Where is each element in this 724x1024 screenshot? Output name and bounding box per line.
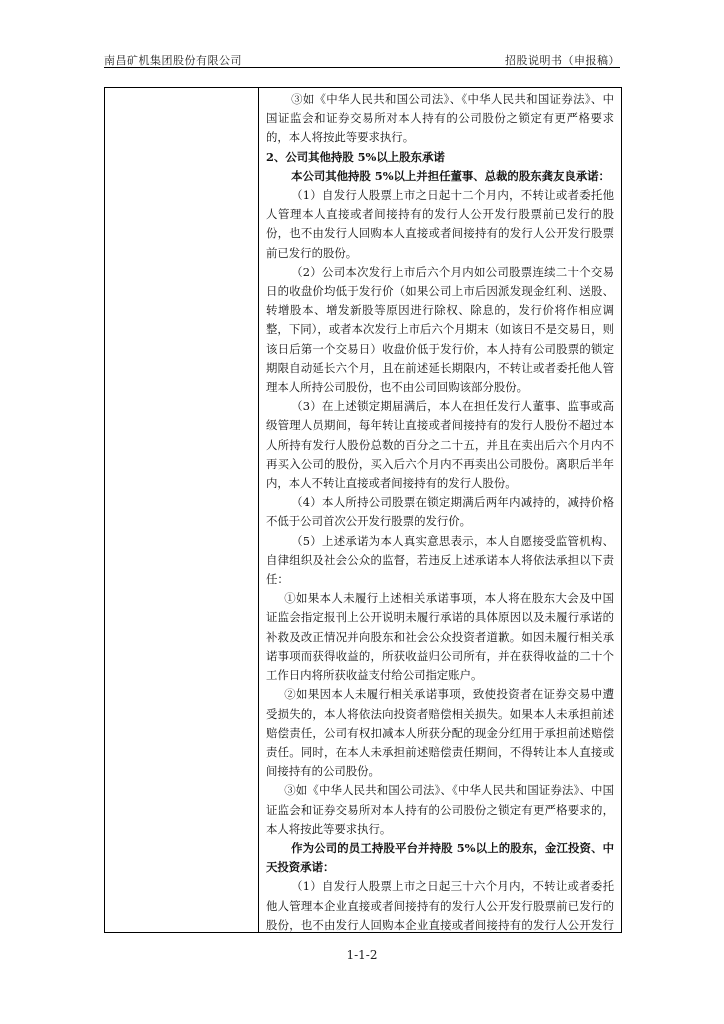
commitment-heading: 作为公司的员工持股平台并持股 5%以上的股东，金江投资、中天投资承诺： [266, 840, 614, 875]
page-header [104, 52, 620, 68]
table-left-column [105, 88, 259, 932]
paragraph: ②如果因本人未履行相关承诺事项，致使投资者在证券交易中遭受损失的，本人将依法向投资者赔偿相关损失。如果本人未承担前述赔偿责任，公司有权扣减本人所获分配的现金分红用于承担前述赔偿责任。同时，在本人未承担前述赔偿责任期间，不得转让本人直接或间接持有的公司股份。 [266, 687, 614, 779]
paragraph: （1）自发行人股票上市之日起十二个月内，不转让或者委托他人管理本人直接或者间接持有的发行人公开发行股票前已发行的股份，也不由发行人回购本人直接或者间接持有的发行人公开发行股票前已发行的股份。 [266, 188, 614, 260]
table-right-column [259, 88, 621, 932]
page-number: 1-1-2 [346, 948, 378, 962]
paragraph: （3）在上述锁定期届满后，本人在担任发行人董事、监事或高级管理人员期间，每年转让直接或者间接持有的发行人股份不超过本人所持有发行人股份总数的百分之二十五，并且在卖出后六个月内不再买入公司的股份，买入后六个月内不再卖出公司股份。离职后半年内，本人不转让直接或者间接持有的发行人股份。 [266, 399, 614, 491]
paragraph: （4）本人所持公司股票在锁定期满后两年内减持的，减持价格不低于公司首次公开发行股票的发行价。 [266, 495, 614, 529]
paragraph: （5）上述承诺为本人真实意思表示，本人自愿接受监管机构、自律组织及社会公众的监督，若违反上述承诺本人将依法承担以下责任： [266, 533, 614, 587]
paragraph: （2）公司本次发行上市后六个月内如公司股票连续二十个交易日的收盘价均低于发行价（如果公司上市后因派发现金红利、送股、转增股本、增发新股等原因进行除权、除息的，发行价将作相应调整，下同），或者本次发行上市后六个月期末（如该日不是交易日，则该日后第一个交易日）收盘价低于发行价，本人持有公司股票的锁定期限自动延长六个月，且在前述延长期限内，不转让或者委托他人管理本人所持公司股份，也不由公司回购该部分股份。 [266, 264, 614, 395]
paragraph: ①如果本人未履行上述相关承诺事项，本人将在股东大会及中国证监会指定报刊上公开说明未履行承诺的具体原因以及未履行承诺的补救及改正情况并向股东和社会公众投资者道歉。如因未履行相关承诺事项而获得收益的，所获收益归公司所有，并在获得收益的二十个工作日内将所获收益支付给公司指定账户。 [266, 591, 614, 683]
commitment-table [104, 87, 622, 933]
company-name: 南昌矿机集团股份有限公司 [104, 54, 242, 67]
header-divider [104, 67, 620, 68]
document-title: 招股说明书（申报稿） [505, 54, 620, 67]
paragraph: ③如《中华人民共和国公司法》、《中华人民共和国证券法》、中国证监会和证券交易所对本人持有的公司股份之锁定有更严格要求的，本人将按此等要求执行。 [266, 783, 614, 836]
commitment-heading: 本公司其他持股 5%以上并担任董事、总裁的股东龚友良承诺： [291, 168, 610, 183]
section-heading: 2、公司其他持股 5%以上股东承诺 [266, 149, 445, 164]
paragraph: （1）自发行人股票上市之日起三十六个月内，不转让或者委托他人管理本企业直接或者间接持有的发行人公开发行股票前已发行的股份，也不由发行人回购本企业直接或者间接持有的发行人公开发行 [266, 879, 614, 932]
paragraph: ③如《中华人民共和国公司法》、《中华人民共和国证券法》、中国证监会和证券交易所对本人持有的公司股份之锁定有更严格要求的，本人将按此等要求执行。 [266, 92, 614, 145]
